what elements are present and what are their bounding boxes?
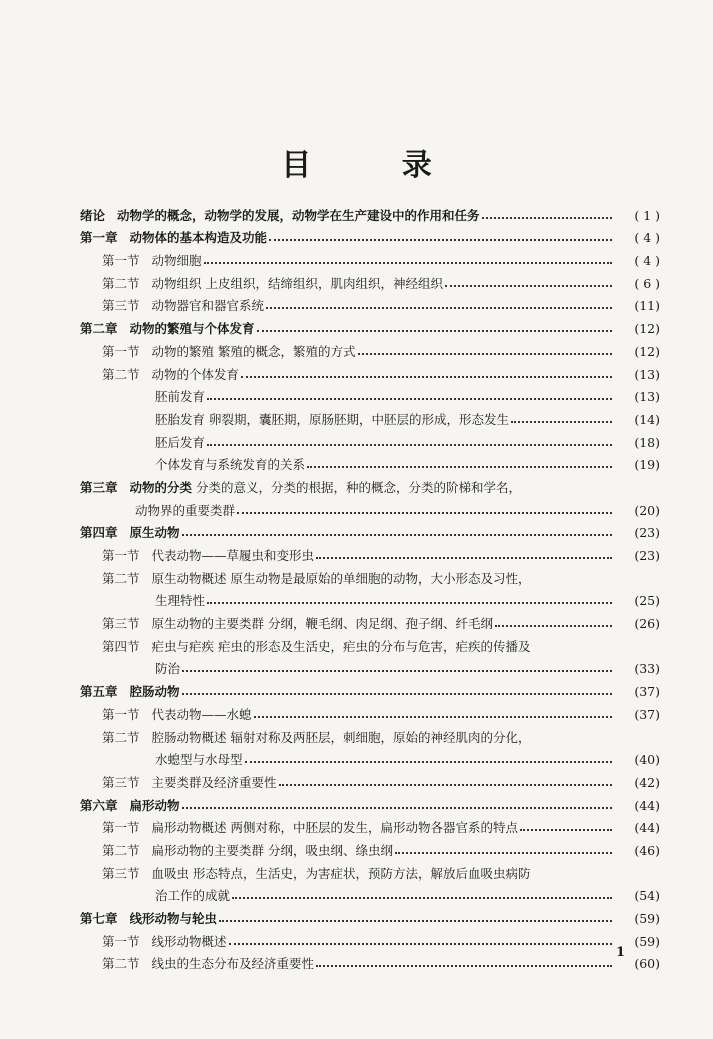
toc-entry-page: (23) xyxy=(634,525,660,541)
dot-leader xyxy=(257,330,612,332)
toc-entry-page: (18) xyxy=(634,434,660,450)
dot-leader xyxy=(182,693,612,695)
toc-entry-page: (37) xyxy=(634,684,660,700)
toc-entry-page: (20) xyxy=(634,502,660,518)
toc-entry-title: 腔肠动物 xyxy=(129,684,180,700)
toc-entry-label: 第一节 xyxy=(102,706,140,722)
toc-entry-title: 防治 xyxy=(155,661,181,677)
toc-entry xyxy=(80,835,660,858)
dot-leader xyxy=(207,602,612,604)
toc-entry-title: 血吸虫 形态特点，生活史，为害症状，预防方法，解放后血吸虫病防 xyxy=(151,865,531,881)
toc-entry-page: (42) xyxy=(634,774,660,790)
toc-entry-title: 扁形动物概述 两侧对称，中胚层的发生，扁形动物各器官系的特点 xyxy=(151,820,518,836)
toc-entry-title: 扁形动物的主要类群 分纲，吸虫纲、绦虫纲 xyxy=(151,842,393,858)
toc-entry-title: 动物学的概念，动物学的发展，动物学在生产建设中的作用和任务 xyxy=(117,207,480,223)
toc-entry xyxy=(80,949,660,972)
toc-entry xyxy=(80,903,660,926)
toc-entry xyxy=(80,676,660,699)
page-title: 目 录 xyxy=(281,148,472,183)
dot-leader xyxy=(182,534,612,536)
toc-entry-title: 线形动物与轮虫 xyxy=(129,911,218,926)
toc-entry-page: (13) xyxy=(634,366,660,382)
dot-leader xyxy=(182,807,612,809)
toc-entry-title: 扁形动物 xyxy=(129,797,180,813)
toc-entry-title: 水螅型与水母型 xyxy=(155,752,243,768)
toc-entry-label: 第三节 xyxy=(102,616,140,632)
toc-entry-page: (13) xyxy=(634,389,660,405)
toc-entry-title: 个体发育与系统发育的关系 xyxy=(155,457,306,473)
toc-entry xyxy=(80,472,660,495)
dot-leader xyxy=(241,376,612,378)
toc-entry xyxy=(80,540,660,563)
toc-entry-label: 第六章 xyxy=(80,797,118,813)
toc-entry-title: 生理特性 xyxy=(155,593,206,609)
dot-leader xyxy=(254,716,612,718)
toc-entry xyxy=(80,291,660,314)
toc-entry-label: 第二章 xyxy=(80,321,118,337)
toc-entry xyxy=(80,518,660,541)
toc-entry-title: 动物的分类 分类的意义，分类的根据，种的概念，分类的阶梯和学名， xyxy=(129,479,522,495)
toc-entry-label: 第二节 xyxy=(102,570,140,586)
toc-entry xyxy=(80,767,660,790)
toc-entry xyxy=(80,223,660,246)
toc-entry-title: 动物体的基本构造及功能 xyxy=(129,230,268,246)
toc-entry xyxy=(80,404,660,427)
toc-entry-title: 动物的繁殖 繁殖的概念，繁殖的方式 xyxy=(151,343,356,359)
toc-entry-title: 治工作的成就 xyxy=(155,888,231,904)
toc-entry-page: (33) xyxy=(634,661,660,677)
toc-entry-page: (25) xyxy=(634,593,660,609)
toc-entry-title: 动物器官和器官系统 xyxy=(151,298,265,314)
dot-leader xyxy=(482,217,612,219)
toc-entry-label: 第一章 xyxy=(80,230,118,246)
toc-entry-page: (11) xyxy=(634,298,660,314)
page-number: 1 xyxy=(615,945,625,960)
dot-leader xyxy=(245,761,612,763)
toc-entry-page: (60) xyxy=(634,956,660,972)
toc-entry-label: 第二节 xyxy=(102,366,140,382)
toc-entry-label: 第一节 xyxy=(102,548,140,563)
toc-entry-label: 第三节 xyxy=(102,865,140,881)
dot-leader xyxy=(232,897,612,899)
dot-leader xyxy=(219,920,612,922)
toc-entry-title: 动物细胞 xyxy=(151,253,202,269)
dot-leader xyxy=(204,262,612,264)
dot-leader xyxy=(269,239,612,241)
dot-leader xyxy=(358,353,613,355)
dot-leader xyxy=(395,852,612,854)
toc-entry xyxy=(80,336,660,359)
toc-entry-label: 第四节 xyxy=(102,638,140,654)
toc-entry xyxy=(80,563,660,586)
toc-entry-title: 腔肠动物概述 辐射对称及两胚层，刺细胞，原始的神经肌肉的分化， xyxy=(151,729,531,745)
toc-entry-title: 主要类群及经济重要性 xyxy=(151,774,277,790)
dot-leader xyxy=(207,444,612,446)
toc-entry-label: 第三节 xyxy=(102,774,140,790)
dot-leader xyxy=(520,829,612,831)
toc-entry-title: 疟虫与疟疾 疟虫的形态及生活史，疟虫的分布与危害，疟疾的传播及 xyxy=(151,638,531,654)
toc-entry-label: 第一节 xyxy=(102,253,140,269)
dot-leader xyxy=(511,421,612,423)
toc-entry-title: 动物的繁殖与个体发育 xyxy=(129,321,255,337)
toc-entry-label: 第三章 xyxy=(80,479,118,495)
toc-entry xyxy=(80,200,660,223)
toc-entry-title: 线形动物概述 xyxy=(151,933,227,949)
toc-entry xyxy=(80,427,660,450)
toc-entry xyxy=(80,268,660,291)
toc-entry-label: 第一节 xyxy=(102,933,140,949)
toc-entry-label: 绪论 xyxy=(80,207,106,223)
toc-entry xyxy=(80,245,660,268)
toc-entry-page: (40) xyxy=(634,752,660,768)
dot-leader xyxy=(182,670,612,672)
toc-entry-page: ( 4 ) xyxy=(634,230,660,246)
toc-entry xyxy=(80,858,660,881)
dot-leader xyxy=(495,625,612,627)
toc-entry-title: 代表动物——草履虫和变形虫 xyxy=(151,548,315,563)
toc-entry xyxy=(80,699,660,722)
toc-entry-title: 动物组织 上皮组织，结缔组织，肌肉组织，神经组织 xyxy=(151,275,443,291)
toc-entry-page: (44) xyxy=(634,797,660,813)
toc-entry xyxy=(80,790,660,813)
toc-entry xyxy=(80,722,660,745)
dot-leader xyxy=(307,466,612,468)
toc-entry-label: 第四章 xyxy=(80,525,118,541)
toc-entry xyxy=(80,313,660,336)
dot-leader xyxy=(316,557,612,559)
toc-entry-page: ( 4 ) xyxy=(634,253,660,269)
dot-leader xyxy=(207,398,612,400)
table-of-contents xyxy=(80,200,660,971)
toc-entry-title: 胚后发育 xyxy=(155,434,206,450)
toc-entry-label: 第一节 xyxy=(102,820,140,836)
toc-entry-title: 代表动物——水螅 xyxy=(151,706,252,722)
toc-entry-label: 第七章 xyxy=(80,911,118,926)
toc-entry-page: (46) xyxy=(634,842,660,858)
toc-entry xyxy=(80,926,660,949)
toc-entry-title: 胚前发育 xyxy=(155,389,206,405)
dot-leader xyxy=(229,943,612,945)
toc-entry-label: 第二节 xyxy=(102,956,140,972)
toc-entry-label: 第二节 xyxy=(102,275,140,291)
dot-leader xyxy=(279,784,612,786)
toc-entry-title: 线虫的生态分布及经济重要性 xyxy=(151,956,315,972)
toc-entry xyxy=(80,881,660,904)
toc-entry-page: (14) xyxy=(634,411,660,427)
toc-entry-label: 第五章 xyxy=(80,684,118,700)
toc-entry-label: 第二节 xyxy=(102,842,140,858)
toc-entry xyxy=(80,495,660,518)
toc-entry-page: (26) xyxy=(634,616,660,632)
toc-entry-title: 原生动物 xyxy=(129,525,180,541)
toc-entry-label: 第一节 xyxy=(102,343,140,359)
toc-entry xyxy=(80,654,660,677)
toc-entry-page: (54) xyxy=(634,888,660,904)
toc-entry-page: (23) xyxy=(634,548,660,563)
dot-leader xyxy=(445,285,612,287)
toc-entry-page: (59) xyxy=(634,933,660,949)
toc-entry xyxy=(80,813,660,836)
toc-entry-page: ( 6 ) xyxy=(634,275,660,291)
dot-leader xyxy=(316,965,612,967)
toc-entry-page: (59) xyxy=(634,911,660,926)
toc-entry-page: (44) xyxy=(634,820,660,836)
dot-leader xyxy=(266,307,612,309)
toc-entry-page: ( 1 ) xyxy=(634,207,660,223)
toc-entry xyxy=(80,450,660,473)
dot-leader xyxy=(237,512,612,514)
toc-entry xyxy=(80,745,660,768)
toc-entry-page: (12) xyxy=(634,321,660,337)
toc-entry xyxy=(80,586,660,609)
toc-entry xyxy=(80,359,660,382)
toc-entry-label: 第二节 xyxy=(102,729,140,745)
toc-entry-page: (37) xyxy=(634,706,660,722)
toc-entry-page: (19) xyxy=(634,457,660,473)
toc-entry-title: 原生动物的主要类群 分纲，鞭毛纲、肉足纲、孢子纲、纤毛纲 xyxy=(151,616,493,632)
toc-entry xyxy=(80,608,660,631)
toc-entry-title: 动物的个体发育 xyxy=(151,366,240,382)
toc-entry-title: 原生动物概述 原生动物是最原始的单细胞的动物，大小形态及习性， xyxy=(151,570,531,586)
toc-entry xyxy=(80,382,660,405)
toc-entry-title: 动物界的重要类群 xyxy=(135,502,236,518)
toc-entry xyxy=(80,631,660,654)
toc-entry-title: 胚胎发育 卵裂期，囊胚期，原肠胚期，中胚层的形成，形态发生 xyxy=(155,411,509,427)
toc-entry-label: 第三节 xyxy=(102,298,140,314)
toc-entry-page: (12) xyxy=(634,343,660,359)
